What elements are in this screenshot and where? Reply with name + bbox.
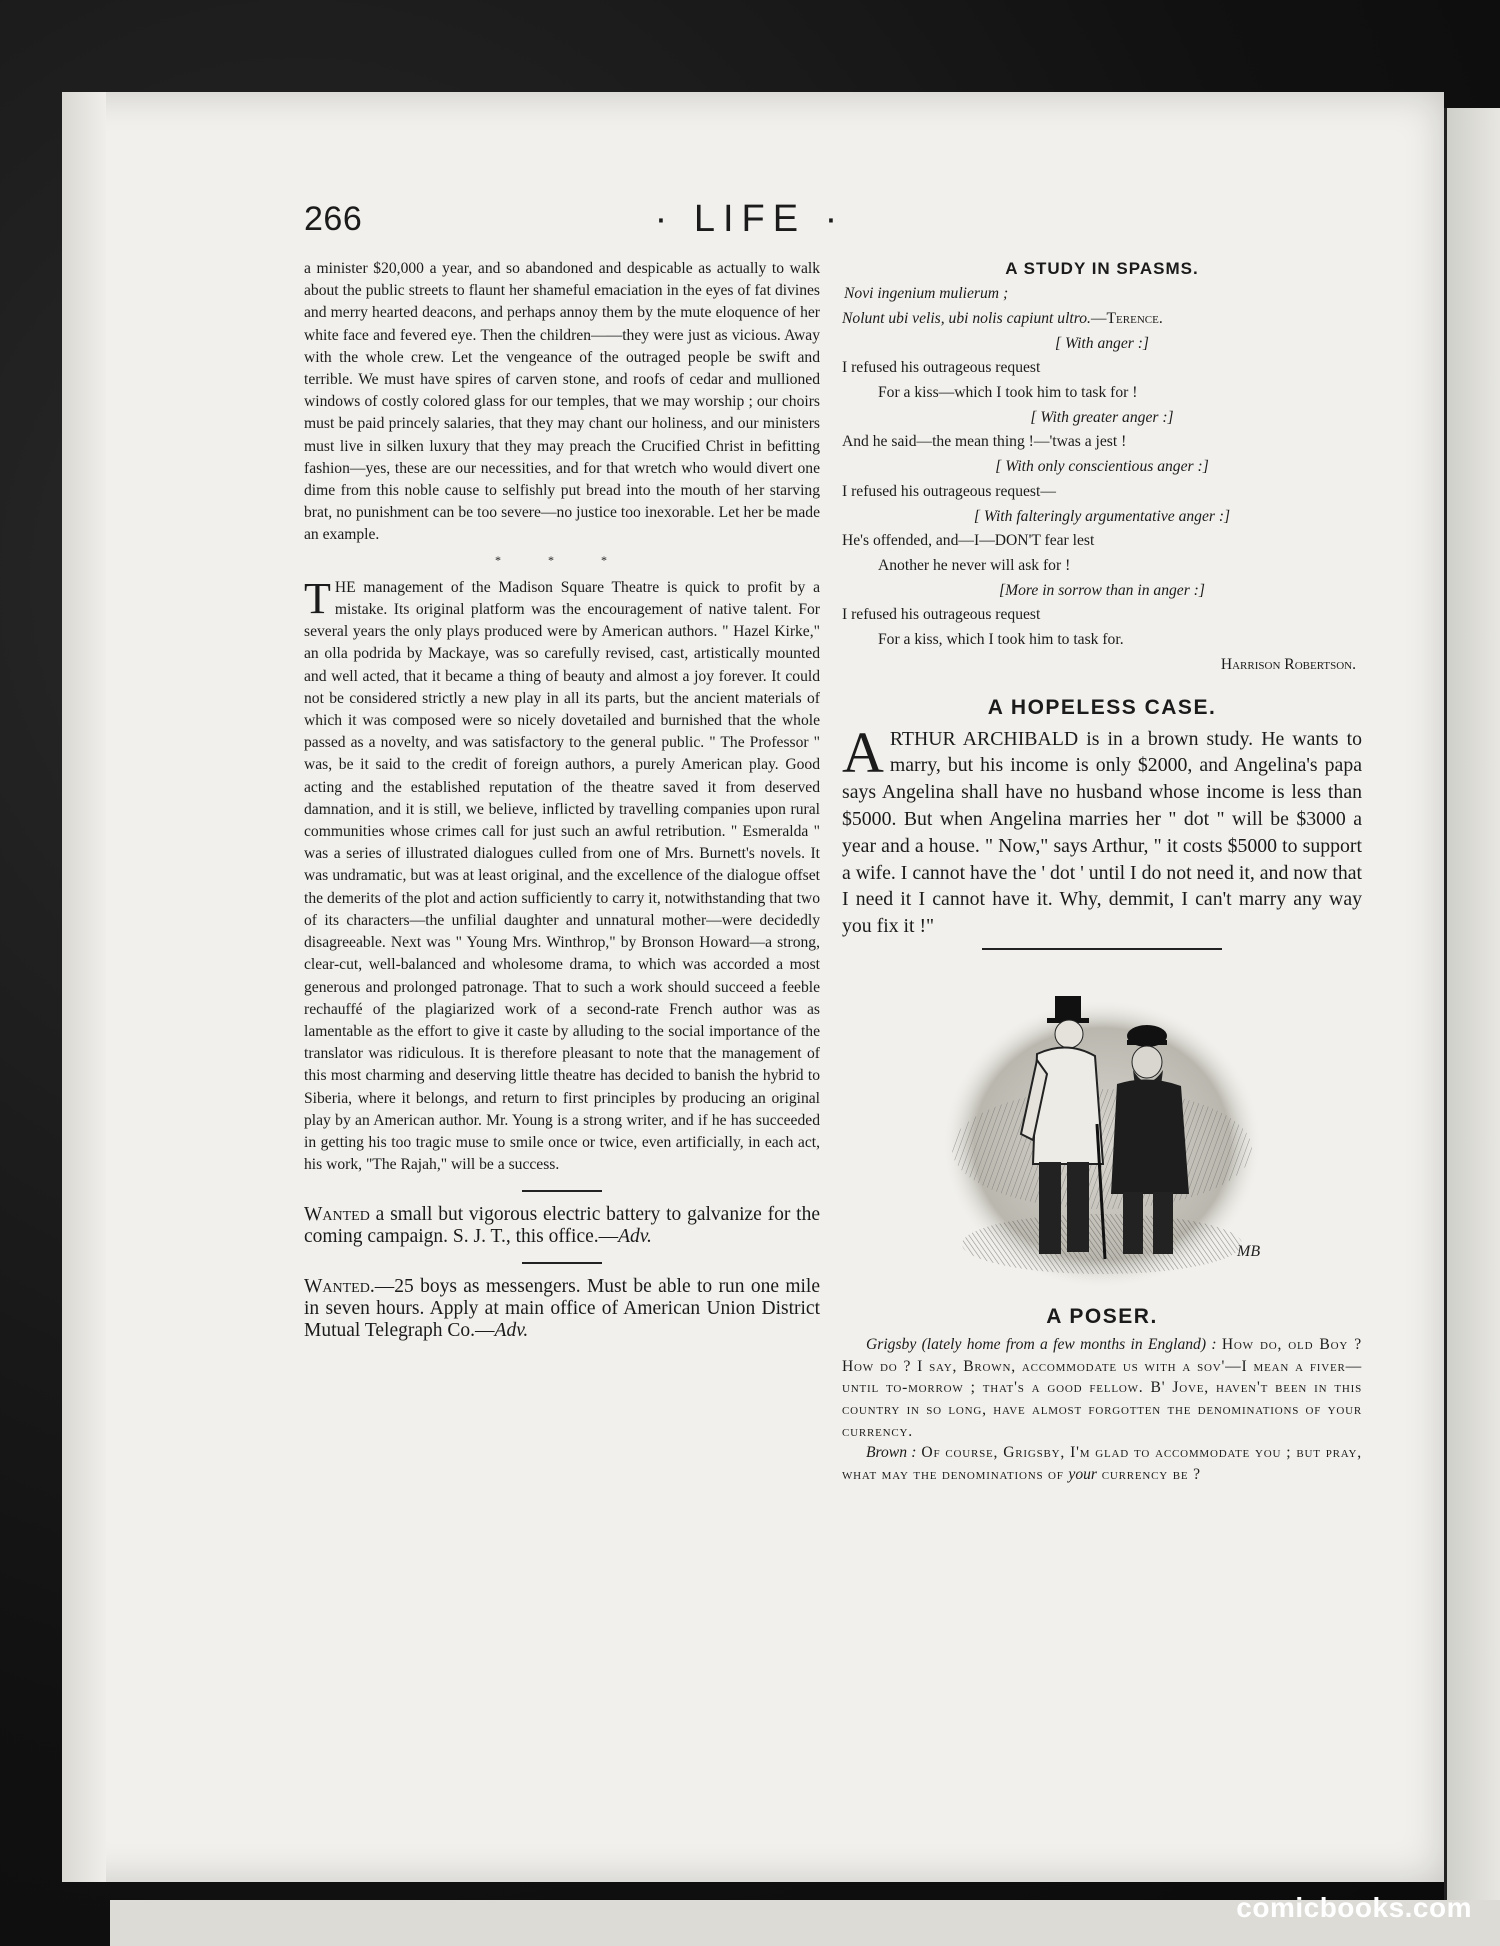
brown-line: Of course, Grigsby, I'm glad to accommodate you ; but pray, what may the denominations of	[842, 1444, 1362, 1483]
ad-adv: Adv.	[494, 1320, 529, 1342]
stage-direction: [ With greater anger :]	[1030, 408, 1174, 426]
divider-rule	[982, 948, 1222, 950]
divider-rule	[522, 1190, 602, 1192]
classified-ad-messengers	[304, 1276, 820, 1342]
theatre-article-text: HE management of the Madison Square Theatre is quick to profit by a mistake. Its original platform was the encouragement of native talent. For several years the only plays produced were by American authors. " Hazel Kirke," an olla podrida by Mackaye, was so carefully revised, cast, artistically mounted and well acted, that it became a thing of beauty and almost a joy forever. It could not be considered strictly a new play in all its parts, but the ancient materials of which it was composed were so nicely dovetailed and burnished that the whole passed as a novelty, and was satisfactory to the general public. " The Professor " was, be it said to the credit of foreign authors, a purely American play. Good acting and the established reputation of the theatre saved it from deserved damnation, and it is still, we believe, inflicted by travelling companies upon rural communities whose crimes call for just such an awful retribution. " Esmeralda " was a series of illustrated dialogues culled from one of Mrs. Burnett's novels. It was undramatic, but was at least original, and the excellence of the dialogue offset the demerits of the plot and action sufficiently to carry it, notwithstanding that two of its characters—the unfilial daughter and unnatural mother—were decidedly disagreeable. Next was " Young Mrs. Winthrop," by Bronson Howard—a strong, clear-cut, well-balanced and wholesome drama, to which was accorded a most generous and prolonged patronage. That to such a work should succeed a feeble rechauffé of the plagiarized work of a second-rate French author was as lamentable as the effort to give it caste by alluding to the social importance of the translator was ridiculous. It is therefore pleasant to note that the management of this most charming and deserving little theatre has decided to banish the hybrid to Siberia, where it belongs, and return to first principles by producing an original play by an American author. Mr. Young is a strong writer, and if he has succeeded in getting his too tragic muse to smile once or twice, even artificially, in each act, his work, "The Rajah," will be a success.	[304, 578, 820, 1174]
ad-lead: Wanted.	[304, 1276, 375, 1298]
left-column	[304, 258, 820, 1342]
article-continuation: a minister $20,000 a year, and so abandoned and despicable as actually to walk about the public streets to flaunt her shameful emaciation in the eyes of fat divines and merry hearted deacons, and perhaps annoy them by the mute eloquence of her white face and fevered eye. Then the children——they were just as vicious. Away with the whole crew. Let the vengeance of the outraged people be swift and terrible. We must have spires of carven stone, and roofs of cedar and mullioned windows of costly colored glass for our temples, that we may worship ; our choirs must be paid princely salaries, that they may chant our holiness, and our ministers must live in silken luxury that they may preach the Crucified Christ in befitting fashion—yes, these are our necessities, and for that wretch who would divert one dime from this noble cause to selfishly put bread into the mouth of her starving brat, no punishment can be too severe—no justice too inexorable. Let her be made an example.	[304, 260, 820, 544]
ad-adv: Adv.	[618, 1226, 652, 1248]
ad-text: —25 boys as messengers. Must be able to run one mile in seven hours. Apply at main office of American Union District Mutual Telegraph Co.—	[304, 1276, 820, 1342]
right-column	[842, 258, 1362, 1485]
poem-lines	[842, 332, 1362, 653]
motto-attribution: —Terence.	[1090, 309, 1163, 327]
poem-line: And he said—the mean thing !—'twas a jest !	[842, 433, 1127, 451]
poem-signature: Harrison Robertson.	[1220, 655, 1356, 673]
drop-cap: A	[842, 719, 884, 785]
divider-rule	[522, 1262, 602, 1264]
masthead: · LIFE ·	[654, 198, 846, 240]
illustration-two-men	[937, 974, 1267, 1294]
grigsby-line: How do, old Boy ? How do ? I say, Brown, accommodate us with a sov'—I mean a fiver—until to-morrow ; that's a good fellow. B' Jove, haven't been in this country in so long, have almost forgotten the denominations of your currency.	[842, 1336, 1362, 1440]
theatre-article	[304, 573, 820, 1176]
illustration-signature: MB	[1237, 1243, 1261, 1261]
stage-direction: (lately home from a few months in England) :	[921, 1336, 1217, 1354]
hopeless-body: RTHUR ARCHIBALD is in a brown study. He wants to marry, but his income is only $2000, and Angelina's papa says Angelina shall have no husband whose income is less than $5000. But when Angelina marries her " dot " will be $3000 a year and a house. " Now," says Arthur, " it costs $5000 to support a wife. I cannot have the ' dot ' until I do not need it, and now that I need it I cannot have it. Why, demmit, I can't marry any way you fix it !"	[842, 727, 1362, 938]
stage-direction: [ With falteringly argumentative anger :]	[973, 507, 1231, 525]
page-number: 266	[304, 200, 363, 238]
poem	[842, 282, 1362, 677]
poem-motto-line: Nolunt ubi velis, ubi nolis capiunt ultro.—Terence.	[842, 309, 1163, 327]
emphasis-your: your	[1068, 1465, 1098, 1483]
facing-page-edge	[1444, 108, 1500, 1908]
hopeless-title: A HOPELESS CASE.	[987, 696, 1217, 720]
section-divider-stars: * * *	[495, 552, 629, 567]
poem-line: For a kiss—which I took him to task for !	[878, 384, 1138, 402]
poser-title: A POSER.	[1046, 1305, 1158, 1329]
poem-line: I refused his outrageous request—	[842, 482, 1056, 500]
classified-ad-battery	[304, 1204, 820, 1248]
study-title: A STUDY IN SPASMS.	[1005, 259, 1199, 278]
ad-lead: Wanted	[304, 1204, 370, 1226]
speaker-brown: Brown :	[866, 1444, 917, 1462]
brown-line-end: currency be ?	[1097, 1465, 1201, 1483]
stage-direction: [ With only conscientious anger :]	[995, 458, 1209, 476]
poser-dialogue	[842, 1334, 1362, 1442]
poem-line: I refused his outrageous request	[842, 606, 1041, 624]
stage-direction: [More in sorrow than in anger :]	[999, 581, 1205, 599]
hopeless-text	[842, 719, 1362, 940]
poser-reply	[842, 1442, 1362, 1485]
watermark: comicbooks.com	[1236, 1892, 1472, 1923]
stage-direction: [ With anger :]	[1055, 334, 1149, 352]
poem-line: For a kiss, which I took him to task for.	[878, 631, 1124, 649]
drop-cap: T	[304, 573, 331, 623]
ad-text: a small but vigorous electric battery to galvanize for the coming campaign. S. J. T., this office.—	[304, 1204, 820, 1248]
speaker-grigsby: Grigsby	[866, 1336, 917, 1354]
poem-line: Another he never will ask for !	[878, 556, 1071, 574]
poem-motto-line: Novi ingenium mulierum ;	[844, 285, 1009, 303]
poem-line: He's offended, and—I—DON'T fear lest	[842, 532, 1095, 550]
poem-line: I refused his outrageous request	[842, 359, 1041, 377]
